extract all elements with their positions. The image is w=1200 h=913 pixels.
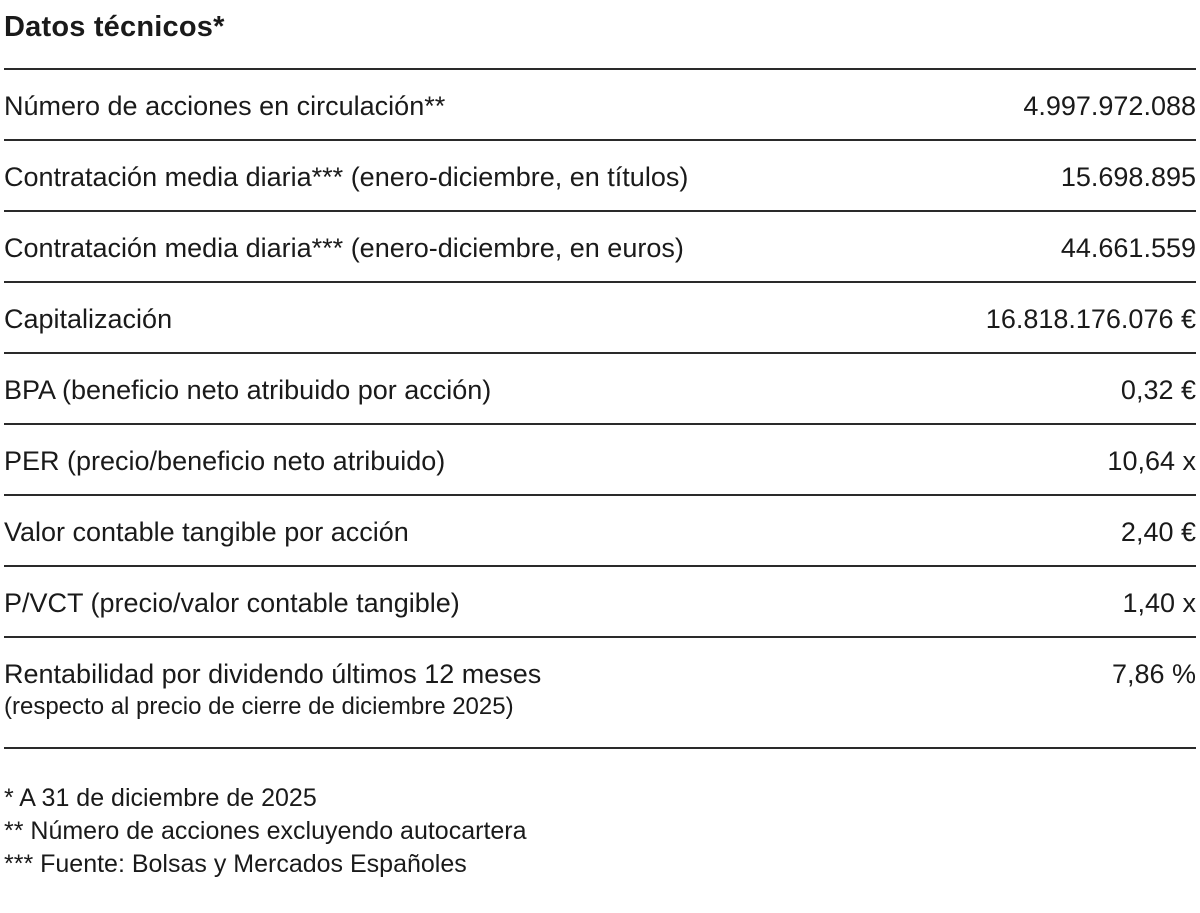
table-row — [4, 212, 1196, 283]
row-value: 16.818.176.076 € — [985, 304, 1196, 334]
table-row — [4, 567, 1196, 638]
row-label: BPA (beneficio neto atribuido por acción) — [4, 375, 492, 405]
row-value: 4.997.972.088 — [1023, 91, 1196, 121]
table-row — [4, 70, 1196, 141]
footnote: ** Número de acciones excluyendo autocartera — [4, 817, 527, 845]
row-label: PER (precio/beneficio neto atribuido) — [4, 446, 446, 476]
table-row — [4, 283, 1196, 354]
row-value: 44.661.559 — [1060, 233, 1196, 263]
row-label: P/VCT (precio/valor contable tangible) — [4, 588, 460, 618]
row-label-group — [4, 638, 541, 722]
footnote: *** Fuente: Bolsas y Mercados Españoles — [4, 850, 467, 878]
footnote: * A 31 de diciembre de 2025 — [4, 784, 317, 812]
row-label: Contratación media diaria*** (enero-diciembre, en euros) — [4, 233, 684, 263]
table-row — [4, 425, 1196, 496]
page-title: Datos técnicos* — [4, 11, 225, 43]
row-label: Rentabilidad por dividendo últimos 12 meses — [4, 659, 542, 689]
table-row — [4, 496, 1196, 567]
footnotes — [4, 782, 527, 881]
row-value: 15.698.895 — [1060, 162, 1196, 192]
table-row — [4, 354, 1196, 425]
row-value: 2,40 € — [1120, 517, 1196, 547]
row-label: Capitalización — [4, 304, 173, 334]
table-row — [4, 638, 1196, 749]
row-value: 7,86 % — [1111, 659, 1196, 689]
row-value: 1,40 x — [1122, 588, 1196, 618]
row-label: Contratación media diaria*** (enero-diciembre, en títulos) — [4, 162, 689, 192]
row-value: 10,64 x — [1107, 446, 1196, 476]
row-label: Valor contable tangible por acción — [4, 517, 409, 547]
row-label: Número de acciones en circulación** — [4, 91, 446, 121]
row-value: 0,32 € — [1120, 375, 1196, 405]
table-row — [4, 141, 1196, 212]
row-sublabel: (respecto al precio de cierre de diciembre 2025) — [4, 693, 514, 720]
technical-data-table — [4, 68, 1196, 749]
